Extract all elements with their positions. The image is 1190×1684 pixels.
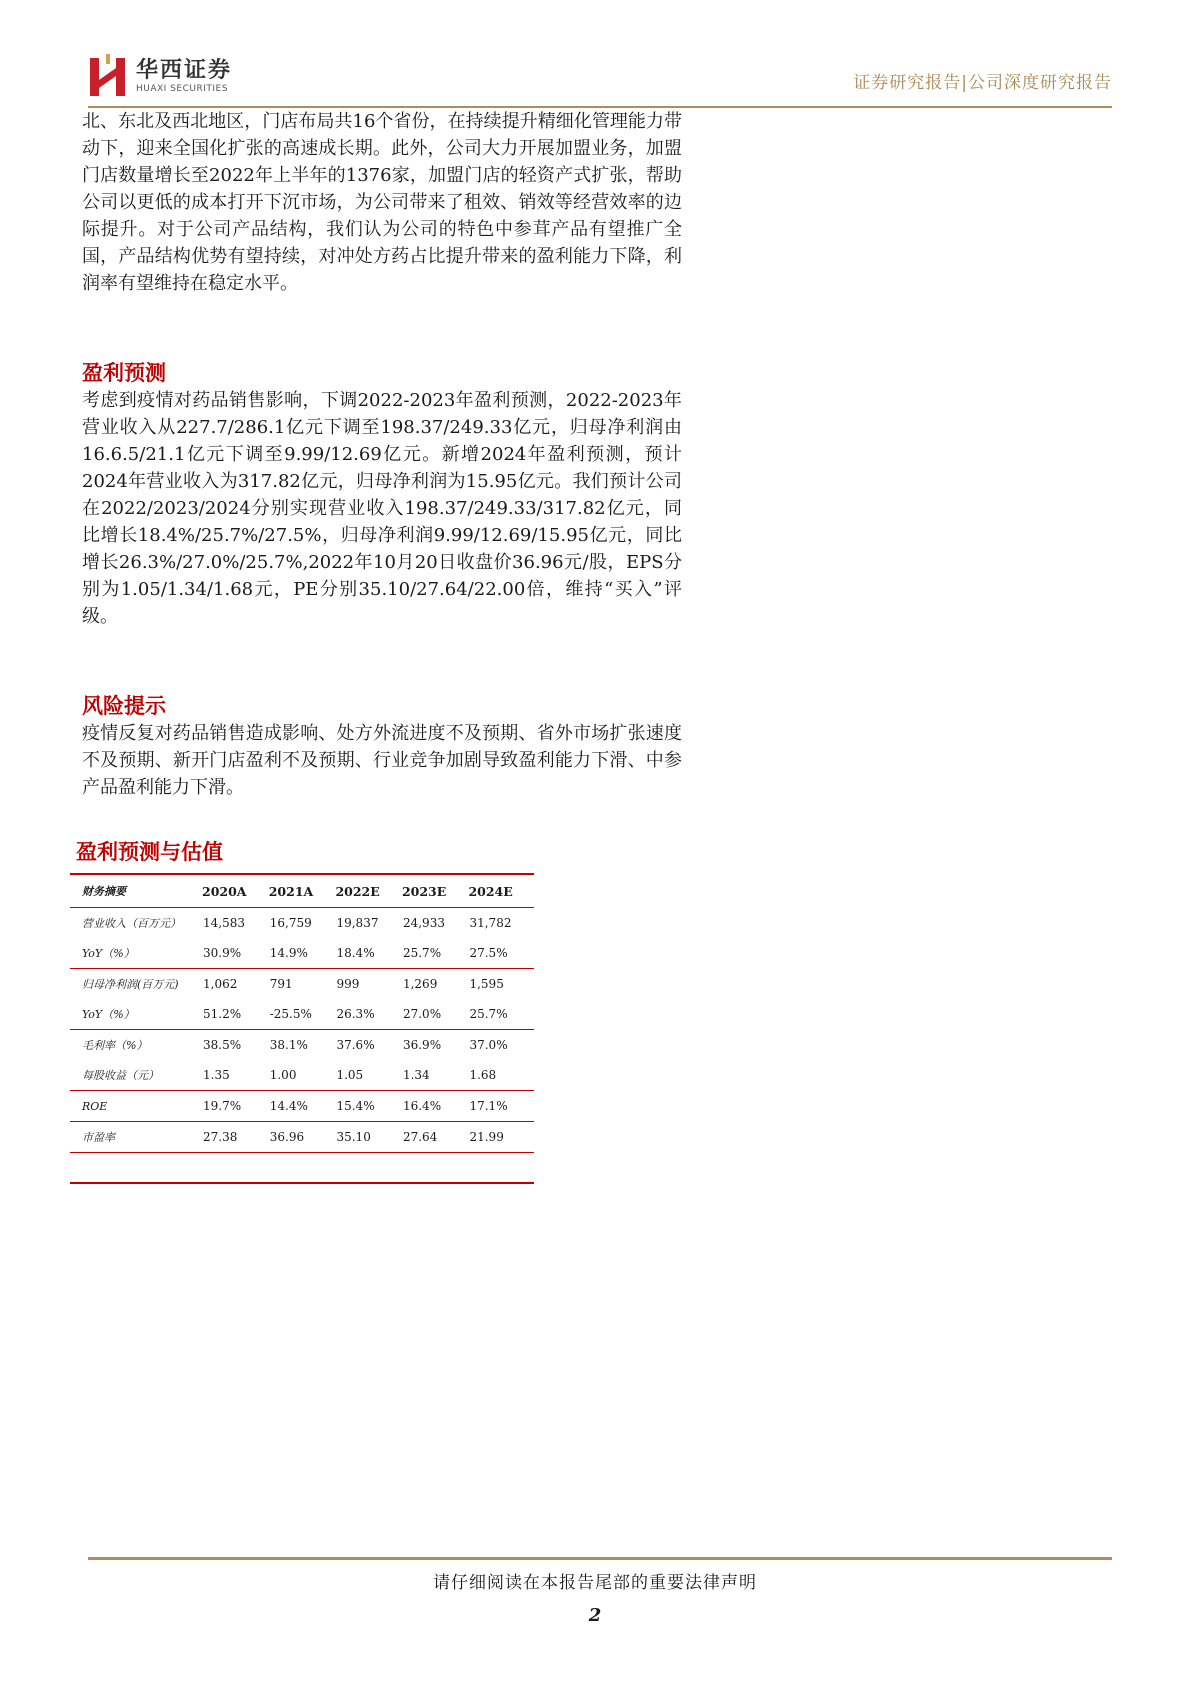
table-cell: 19,837 (336, 916, 379, 930)
table-cell: 36.9% (402, 1038, 442, 1052)
table-cell: 21.99 (467, 1122, 534, 1153)
table-header-cell: 2020A (202, 883, 247, 899)
table-cell: 999 (336, 977, 360, 991)
table-cell: 38.1% (269, 1038, 308, 1052)
table-row (70, 938, 534, 969)
table-cell: 1,595 (469, 977, 504, 991)
table-bottom-rule (70, 1182, 534, 1184)
row-label: 每股收益（元） (70, 1060, 201, 1091)
table-cell: 35.10 (334, 1122, 401, 1153)
table-cell: 27.64 (401, 1122, 468, 1153)
table-cell: 31,782 (469, 916, 512, 930)
table-cell: 14.9% (268, 938, 335, 969)
table-cell: 15.4% (334, 1091, 401, 1122)
table-cell: 14,583 (203, 916, 245, 930)
company-logo (88, 54, 232, 98)
table-cell: 25.7% (401, 938, 468, 969)
table-header-cell: 2023E (401, 883, 447, 899)
row-label: 归母净利润(百万元) (82, 977, 179, 991)
table-row (70, 999, 534, 1030)
table-header-cell: 2021A (268, 883, 314, 899)
risk-paragraph: 疫情反复对药品销售造成影响、处方外流进度不及预期、省外市场扩张速度不及预期、新开门店盈利不及预期、行业竞争加剧导致盈利能力下滑、中参产品盈利能力下滑。 (82, 723, 682, 798)
table-header-cell: 财务摘要 (82, 885, 126, 898)
table-cell: 1.35 (201, 1060, 268, 1091)
row-label: ROE (70, 1091, 201, 1122)
table-cell: 1.34 (401, 1060, 468, 1091)
logo-english-name: HUAXI SECURITIES (136, 84, 228, 94)
table-row (70, 1122, 534, 1153)
table-cell: 14.4% (268, 1091, 335, 1122)
table-row (70, 1030, 534, 1061)
page-header (88, 50, 1112, 106)
risk-heading: 风险提示 (82, 694, 166, 718)
table-cell: 16.4% (401, 1091, 468, 1122)
legal-disclaimer: 请仔细阅读在本报告尾部的重要法律声明 (433, 1573, 757, 1593)
page-number: 2 (588, 1605, 602, 1626)
row-label: 营业收入（百万元） (82, 916, 181, 930)
row-label: 市盈率 (70, 1122, 201, 1153)
logo-chinese-name: 华西证券 (136, 58, 233, 83)
forecast-paragraph: 考虑到疫情对药品销售影响，下调2022-2023年盈利预测，2022-2023年营业收入从227.7/286.1亿元下调至198.37/249.33亿元，归母净利润由16.6.5/21.1亿元下调至9.99/12.69亿元。新增2024年盈利预测，预计2024年营业收入为317.82亿元，归母净利润为15.95亿元。我们预计公司在2022/2023/2024分别实现营业收入198.37/249.33/317.82亿元，同比增长18.4%/25.7%/27.5%，归母净利润9.99/12.69/15.95亿元，同比增长26.3%/27.0%/25.7%,2022年10月20日收盘价36.96元/股，EPS分别为1.05/1.34/1.68元，PE分别35.10/27.64/22.00倍，维持“买入”评级。 (82, 390, 682, 627)
table-cell: 16,759 (269, 916, 312, 930)
table-row (70, 1091, 534, 1122)
table-cell: -25.5% (268, 999, 335, 1030)
table-cell: 24,933 (402, 916, 445, 930)
table-cell: 26.3% (334, 999, 401, 1030)
table-cell: 38.5% (203, 1038, 242, 1052)
table-header-cell: 2024E (468, 883, 513, 899)
table-cell: 51.2% (201, 999, 268, 1030)
table-cell: 30.9% (201, 938, 268, 969)
forecast-heading: 盈利预测 (82, 361, 166, 385)
table-cell: 37.6% (336, 1038, 375, 1052)
table-cell: 27.38 (201, 1122, 268, 1153)
footer-divider (88, 1557, 1112, 1560)
table-cell: 1,269 (402, 977, 438, 991)
row-label: YoY（%） (70, 999, 201, 1030)
table-row (70, 1060, 534, 1091)
table-cell: 17.1% (467, 1091, 534, 1122)
report-type-label: 证券研究报告|公司深度研究报告 (853, 73, 1112, 93)
table-cell: 25.7% (467, 999, 534, 1030)
table-cell: 27.0% (401, 999, 468, 1030)
table-cell: 791 (269, 977, 293, 991)
row-label: YoY（%） (70, 938, 201, 969)
table-row (70, 969, 534, 1000)
financial-summary-table (70, 873, 534, 1153)
intro-paragraph: 北、东北及西北地区，门店布局共16个省份，在持续提升精细化管理能力带动下，迎来全国化扩张的高速成长期。此外，公司大力开展加盟业务，加盟门店数量增长至2022年上半年的1376家，加盟门店的轻资产式扩张，帮助公司以更低的成本打开下沉市场，为公司带来了租效、销效等经营效率的边际提升。对于公司产品结构，我们认为公司的特色中参茸产品有望推广全国，产品结构优势有望持续，对冲处方药占比提升带来的盈利能力下降，利润率有望维持在稳定水平。 (82, 111, 682, 294)
table-row (70, 908, 534, 939)
row-label: 毛利率（%） (82, 1038, 148, 1052)
table-header-row (70, 874, 534, 908)
table-cell: 1.05 (334, 1060, 401, 1091)
table-heading: 盈利预测与估值 (76, 840, 223, 864)
table-cell: 18.4% (334, 938, 401, 969)
table-cell: 1.68 (467, 1060, 534, 1091)
table-cell: 1,062 (203, 977, 238, 991)
table-cell: 19.7% (201, 1091, 268, 1122)
table-cell: 37.0% (469, 1038, 508, 1052)
table-cell: 27.5% (467, 938, 534, 969)
table-cell: 36.96 (268, 1122, 335, 1153)
huaxi-logo-icon (88, 54, 128, 98)
table-cell: 1.00 (268, 1060, 335, 1091)
table-header-cell: 2022E (335, 883, 380, 899)
